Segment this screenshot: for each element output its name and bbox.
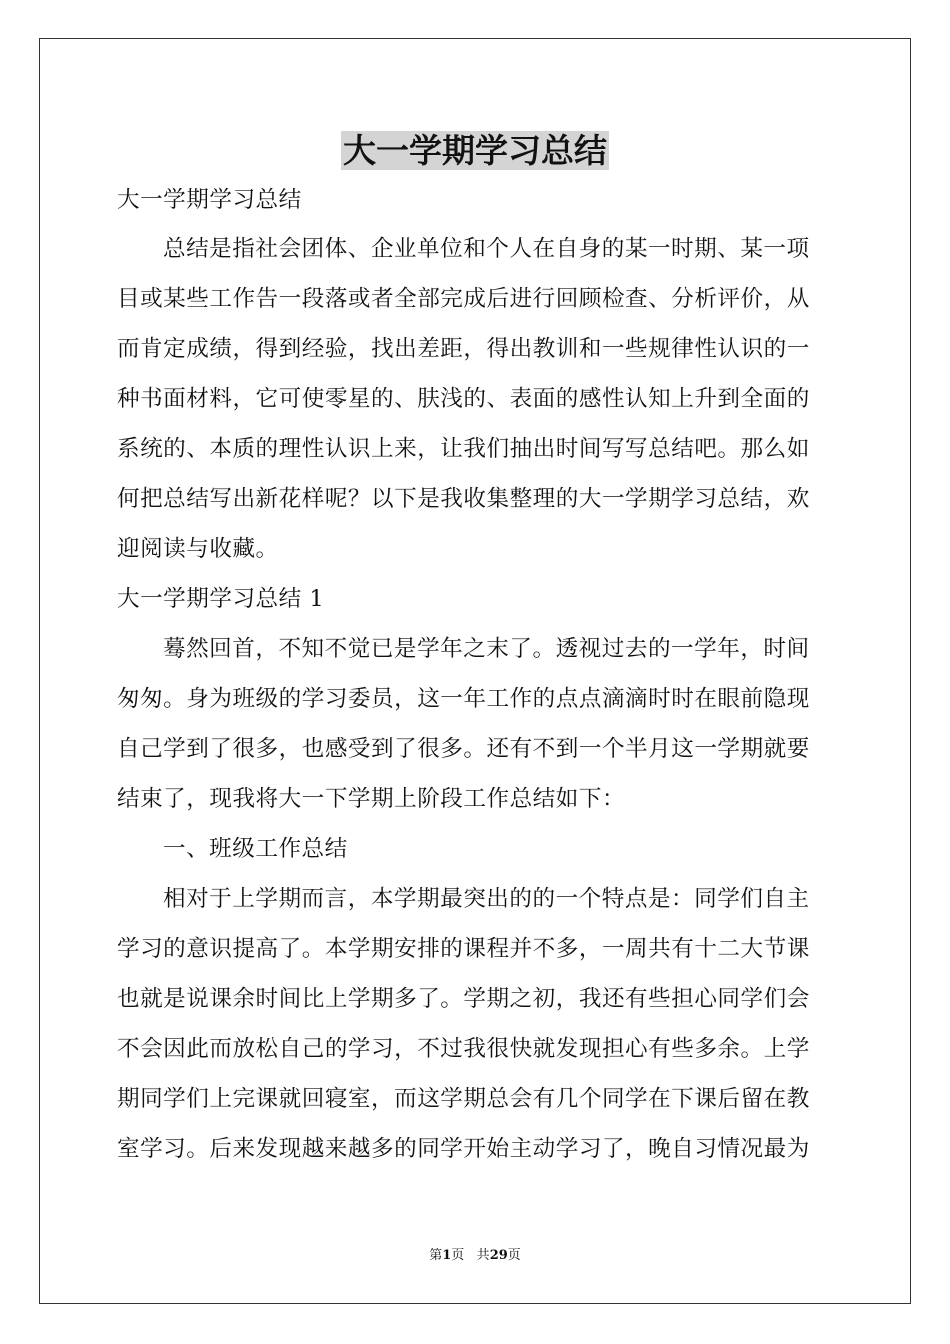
- paragraph-line: 也就是说课余时间比上学期多了。学期之初，我还有些担心同学们会: [117, 986, 810, 1012]
- paragraph-line: 种书面材料，它可使零星的、肤浅的、表面的感性认知上升到全面的: [117, 386, 810, 412]
- subtitle-line: 大一学期学习总结: [117, 187, 302, 213]
- page-footer: [0, 1247, 950, 1265]
- paragraph-line: 学习的意识提高了。本学期安排的课程并不多，一周共有十二大节课: [117, 936, 810, 962]
- paragraph-line: 目或某些工作告一段落或者全部完成后进行回顾检查、分析评价，从: [117, 286, 810, 312]
- paragraph-line: 自己学到了很多，也感受到了很多。还有不到一个半月这一学期就要: [117, 736, 810, 762]
- paragraph-line: 总结是指社会团体、企业单位和个人在自身的某一时期、某一项: [163, 236, 810, 262]
- footer-total-pages: 29: [489, 1248, 508, 1263]
- paragraph-line: 匆匆。身为班级的学习委员，这一年工作的点点滴滴时时在眼前隐现: [117, 686, 810, 712]
- footer-total-suffix: 页: [507, 1248, 521, 1263]
- paragraph-line: 室学习。后来发现越来越多的同学开始主动学习了，晚自习情况最为: [117, 1136, 810, 1162]
- page-border: [39, 38, 911, 1304]
- paragraph-line: 结束了，现我将大一下学期上阶段工作总结如下：: [117, 786, 626, 812]
- paragraph-line: 迎阅读与收藏。: [117, 536, 279, 562]
- footer-page-prefix: 第: [429, 1248, 443, 1263]
- paragraph-line: 不会因此而放松自己的学习，不过我很快就发现担心有些多余。上学: [117, 1036, 810, 1062]
- footer-page-number: 1: [442, 1248, 452, 1263]
- paragraph-line: 蓦然回首，不知不觉已是学年之末了。透视过去的一学年，时间: [163, 636, 810, 662]
- footer-total-prefix: 共: [476, 1248, 490, 1263]
- paragraph-line: 何把总结写出新花样呢？以下是我收集整理的大一学期学习总结，欢: [117, 486, 810, 512]
- section-heading: 大一学期学习总结 1: [117, 586, 325, 612]
- paragraph-line: 而肯定成绩，得到经验，找出差距，得出教训和一些规律性认识的一: [117, 336, 810, 362]
- paragraph-line: 相对于上学期而言，本学期最突出的的一个特点是：同学们自主: [163, 886, 810, 912]
- paragraph-line: 系统的、本质的理性认识上来，让我们抽出时间写写总结吧。那么如: [117, 436, 810, 462]
- footer-page-suffix: 页: [451, 1248, 465, 1263]
- subsection-heading: 一、班级工作总结: [163, 836, 348, 862]
- paragraph-line: 期同学们上完课就回寝室，而这学期总会有几个同学在下课后留在教: [117, 1086, 810, 1112]
- document-title: 大一学期学习总结: [343, 131, 607, 170]
